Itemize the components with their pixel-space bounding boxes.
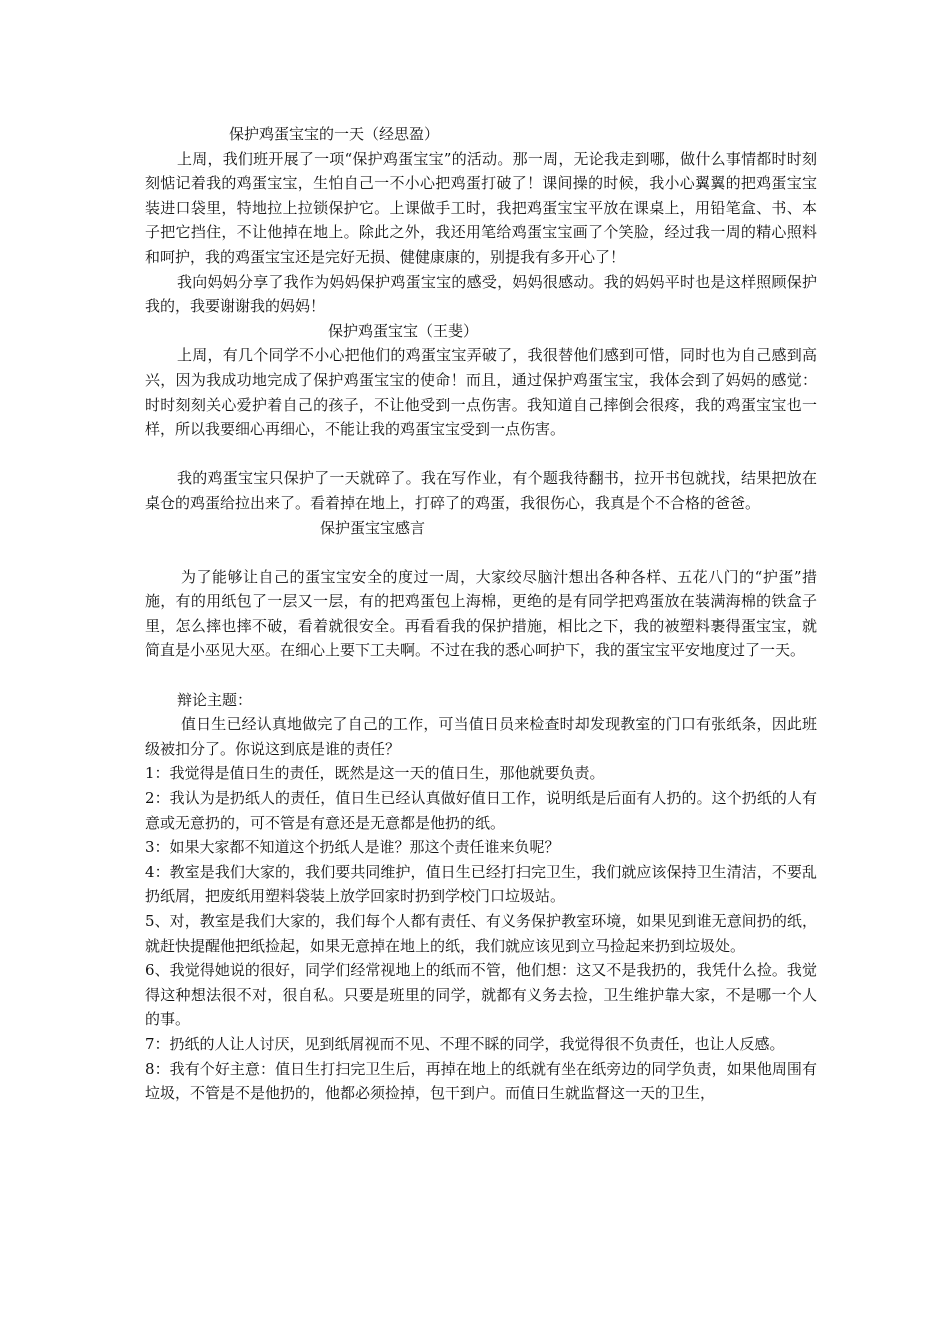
debate-item-8: 8：我有个好主意：值日生打扫完卫生后，再掉在地上的纸就有坐在纸旁边的同学负责，如果他周围有垃圾，不管是不是他扔的，他都必须捡掉，包干到户。而值日生就监督这一天的卫生，	[145, 1059, 817, 1103]
debate-item-2: 2：我认为是扔纸人的责任，值日生已经认真做好值日工作，说明纸是后面有人扔的。这个扔纸的人有意或无意扔的，可不管是有意还是无意都是他扔的纸。	[145, 789, 817, 832]
debate-item-1: 1：我觉得是值日生的责任，既然是这一天的值日生，那他就要负责。	[145, 764, 605, 783]
blank-line	[145, 540, 817, 565]
debate-item-3: 3：如果大家都不知道这个扔纸人是谁？那这个责任谁来负呢？	[145, 838, 560, 857]
essay1-paragraph-1: 上周，我们班开展了一项“保护鸡蛋宝宝”的活动。那一周，无论我走到哪，做什么事情都时时刻刻惦记着我的鸡蛋宝宝，生怕自己一不小心把鸡蛋打破了！课间操的时候，我小心翼翼的把鸡蛋宝宝装进口袋里，特地拉上拉锁保护它。上课做手工时，我把鸡蛋宝宝平放在课桌上，用铅笔盒、书、本子把它挡住，不让他掉在地上。除此之外，我还用笔给鸡蛋宝宝画了个笑脸，经过我一周的精心照料和呵护，我的鸡蛋宝宝还是完好无损、健健康康的，别提我有多开心了！	[145, 149, 817, 266]
debate-item-4: 4：教室是我们大家的，我们要共同维护，值日生已经打扫完卫生，我们就应该保持卫生清洁，不要乱扔纸屑，把废纸用塑料袋装上放学回家时扔到学校门口垃圾站。	[145, 862, 817, 906]
essay3-title: 保护蛋宝宝感言	[320, 518, 426, 537]
debate-item-7: 7：扔纸的人让人讨厌，见到纸屑视而不见、不理不睬的同学，我觉得很不负责任，也让人反感。	[145, 1034, 785, 1053]
essay1-paragraph-2: 我向妈妈分享了我作为妈妈保护鸡蛋宝宝的感受，妈妈很感动。我的妈妈平时也是这样照顾保护我的，我要谢谢我的妈妈！	[145, 272, 817, 316]
blank-line	[145, 442, 817, 467]
document-page	[145, 122, 817, 1106]
essay2-paragraph-2: 我的鸡蛋宝宝只保护了一天就碎了。我在写作业，有个题我待翻书，拉开书包就找，结果把放在桌仓的鸡蛋给拉出来了。看着掉在地上，打碎了的鸡蛋，我很伤心，我真是个不合格的爸爸。	[145, 469, 817, 512]
debate-question: 值日生已经认真地做完了自己的工作，可当值日员来检查时却发现教室的门口有张纸条，因此班级被扣分了。你说这到底是谁的责任？	[145, 715, 817, 758]
essay2-title: 保护鸡蛋宝宝（王斐）	[328, 321, 479, 340]
debate-label: 辩论主题：	[177, 690, 253, 709]
essay3-paragraph-1: 为了能够让自己的蛋宝宝安全的度过一周，大家绞尽脑汁想出各种各样、五花八门的“护蛋”措施，有的用纸包了一层又一层，有的把鸡蛋包上海棉，更绝的是有同学把鸡蛋放在装满海棉的铁盒子里，怎么摔也摔不破，看着就很安全。再看看我的保护措施，相比之下，我的被塑料裹得蛋宝宝，就简直是小巫见大巫。在细心上要下工夫啊。不过在我的悉心呵护下，我的蛋宝宝平安地度过了一天。	[145, 567, 817, 660]
essay1-title: 保护鸡蛋宝宝的一天（经思盈）	[229, 125, 440, 143]
debate-item-6: 6、我觉得她说的很好，同学们经常视地上的纸而不管，他们想：这又不是我扔的，我凭什么捡。我觉得这种想法很不对，很自私。只要是班里的同学，就都有义务去捡，卫生维护靠大家，不是哪一个人的事。	[145, 961, 817, 1029]
debate-item-5: 5、对，教室是我们大家的，我们每个人都有责任、有义务保护教室环境，如果见到谁无意间扔的纸，就赶快提醒他把纸捡起，如果无意掉在地上的纸，我们就应该见到立马捡起来扔到垃圾处。	[145, 912, 817, 955]
essay2-paragraph-1: 上周，有几个同学不小心把他们的鸡蛋宝宝弄破了，我很替他们感到可惜，同时也为自己感到高兴，因为我成功地完成了保护鸡蛋宝宝的使命！而且，通过保护鸡蛋宝宝，我体会到了妈妈的感觉：时时刻刻关心爱护着自己的孩子，不让他受到一点伤害。我知道自己摔倒会很疼，我的鸡蛋宝宝也一样，所以我要细心再细心，不能让我的鸡蛋宝宝受到一点伤害。	[145, 346, 817, 439]
blank-line	[145, 663, 817, 688]
